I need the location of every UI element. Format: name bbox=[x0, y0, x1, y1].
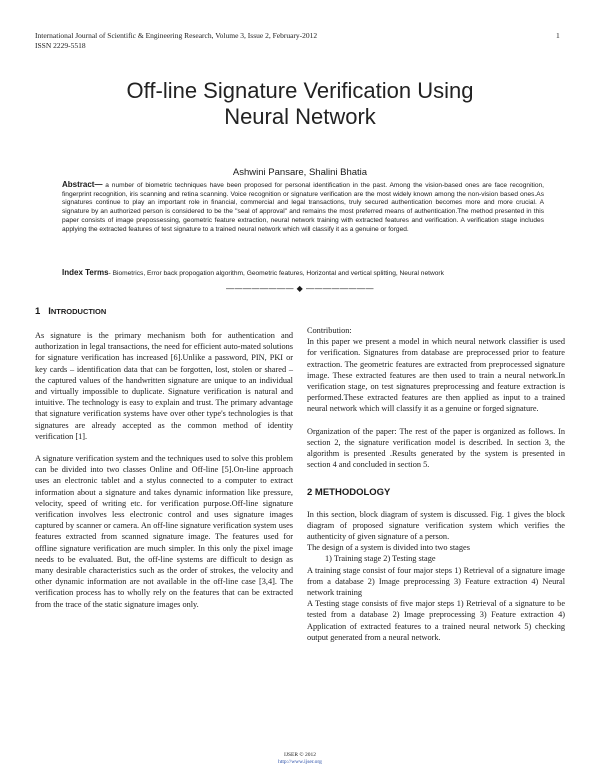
contribution-label: Contribution: bbox=[307, 326, 352, 335]
title-line-1: Off-line Signature Verification Using bbox=[126, 78, 474, 103]
methodology-stages: 1) Training stage 2) Testing stage bbox=[325, 554, 436, 564]
footer-copyright: IJSER © 2012 bbox=[284, 752, 316, 758]
abstract bbox=[62, 181, 544, 234]
title-line-2: Neural Network bbox=[224, 104, 376, 129]
index-terms-label: Index Terms bbox=[62, 268, 109, 277]
abstract-dash: — bbox=[94, 180, 103, 189]
section-divider: ———————— ◆ ———————— bbox=[225, 284, 375, 293]
page-number: 1 bbox=[556, 31, 560, 40]
methodology-training: A training stage consist of four major steps 1) Retrieval of a signature image from a database 2) Image preprocessing 3) Feature extraction 4) Neural network training bbox=[307, 565, 565, 598]
left-column bbox=[35, 330, 293, 610]
section-1-heading bbox=[35, 306, 106, 317]
section-1-number: 1 bbox=[35, 306, 41, 317]
methodology-paragraph-1: In this section, block diagram of system is discussed. Fig. 1 gives the block diagram of proposed signature verification system which verifies the authenticity of given signature of a person. bbox=[307, 509, 565, 542]
intro-paragraph-2: A signature verification system and the techniques used to solve this problem can be divided into two classes Online and Off-line [5].On-line approach uses an electronic tablet and a stylus connected to a computer to extract information about a signature and takes dynamic information like pressure, velocity, speed of writing etc. for verification purpose.Off-line signature verification involves less electronic control and uses signature images captured by scanner or camera. An off-line signature verification system uses features extracted from scanned signature image. The features used for offline signature verification are much simpler. In this only the pixel image needs to be evaluated. But, the off-line systems are difficult to design as many desirable characteristics such as the order of strokes, the velocity and other dynamic information are not available in the off-line case [3,4]. The verification process has to wholly rely on the features that can be extracted from the trace of the static signature images only. bbox=[35, 454, 293, 609]
journal-header bbox=[35, 31, 317, 51]
methodology-paragraph-2: The design of a system is divided into two stages bbox=[307, 543, 470, 553]
intro-paragraph-1: As signature is the primary mechanism both for authentication and authorization in legal transactions, the need for efficient auto-mated solutions for signature verification has increased [6].Unlike a password, PIN, PKI or key cards – identification data that can be forgotten, lost, stolen or shared – the captured values of the handwritten signature are unique to an individual and virtually impossible to duplicate. Signature verification is natural and intuitive. The technology is easy to explain and trust. The primary advantage that signature verification systems have over other type's technologies is that signatures are already accepted as the common method of identity verification [1]. bbox=[35, 331, 293, 441]
index-terms-text: - Biometrics, Error back propogation algorithm, Geometric features, Horizontal and vertical splitting, Neural network bbox=[108, 270, 444, 277]
footer bbox=[0, 752, 600, 766]
authors: Ashwini Pansare, Shalini Bhatia bbox=[232, 167, 368, 178]
abstract-label: Abstract bbox=[62, 180, 95, 189]
section-1-first-letter: I bbox=[48, 306, 51, 317]
organization-paragraph: Organization of the paper: The rest of the paper is organized as follows. In section 2, the signature verification model is described. In section 3, the algorithm is presented .Results generated by the system is presented in section 4 and concluded in section 5. bbox=[307, 426, 565, 470]
contribution-paragraph: In this paper we present a model in which neural network classifier is used for verification. Signatures from database are preprocessed prior to feature extraction. The geometric features are extracted from preprocessed signature image. These extracted features are then used to train a neural network.In verification stage, on test signatures preprocessing and feature extraction is performed.These extracted features are then applied as input to a trained neural network which will classify it as a genuine or forged signature. bbox=[307, 337, 565, 414]
abstract-text: a number of biometric techniques have been proposed for personal identification in the past. Among the vision-based ones are face recognition, fingerprint recognition, iris scanning and retina scanning. Voice recognition or signature verification are the most widely known among the non-vision based ones.As signatures continue to play an important role in financial, commercial and legal transactions, truly secured authentication becomes more and more crucial. A signature by an authorized person is considered to be the "seal of approval" and remains the most preferred means of authentication.The method presented in this paper consists of image prepossessing, geometric feature extraction, neural network training with extracted features and verification. A verification stage includes applying the extracted features of test signature to a trained neural network which will classify it as a genuine or forged. bbox=[62, 182, 544, 233]
index-terms bbox=[62, 268, 544, 278]
journal-name: International Journal of Scientific & Engineering Research, Volume 3, Issue 2, February-2012 bbox=[35, 31, 318, 40]
section-1-rest: NTRODUCTION bbox=[50, 307, 107, 316]
issn: ISSN 2229-5518 bbox=[35, 41, 86, 50]
paper-title bbox=[0, 78, 600, 130]
footer-url[interactable]: http://www.ijser.org bbox=[278, 759, 322, 765]
section-2-heading: 2 METHODOLOGY bbox=[307, 487, 391, 499]
right-column bbox=[307, 325, 565, 643]
methodology-testing: A Testing stage consists of five major steps 1) Retrieval of a signature to be tested from a database 2) Image preprocessing 3) Feature extraction 4) Application of extracted features to a trained neural network 5) checking output generated from a neural network. bbox=[307, 599, 565, 642]
